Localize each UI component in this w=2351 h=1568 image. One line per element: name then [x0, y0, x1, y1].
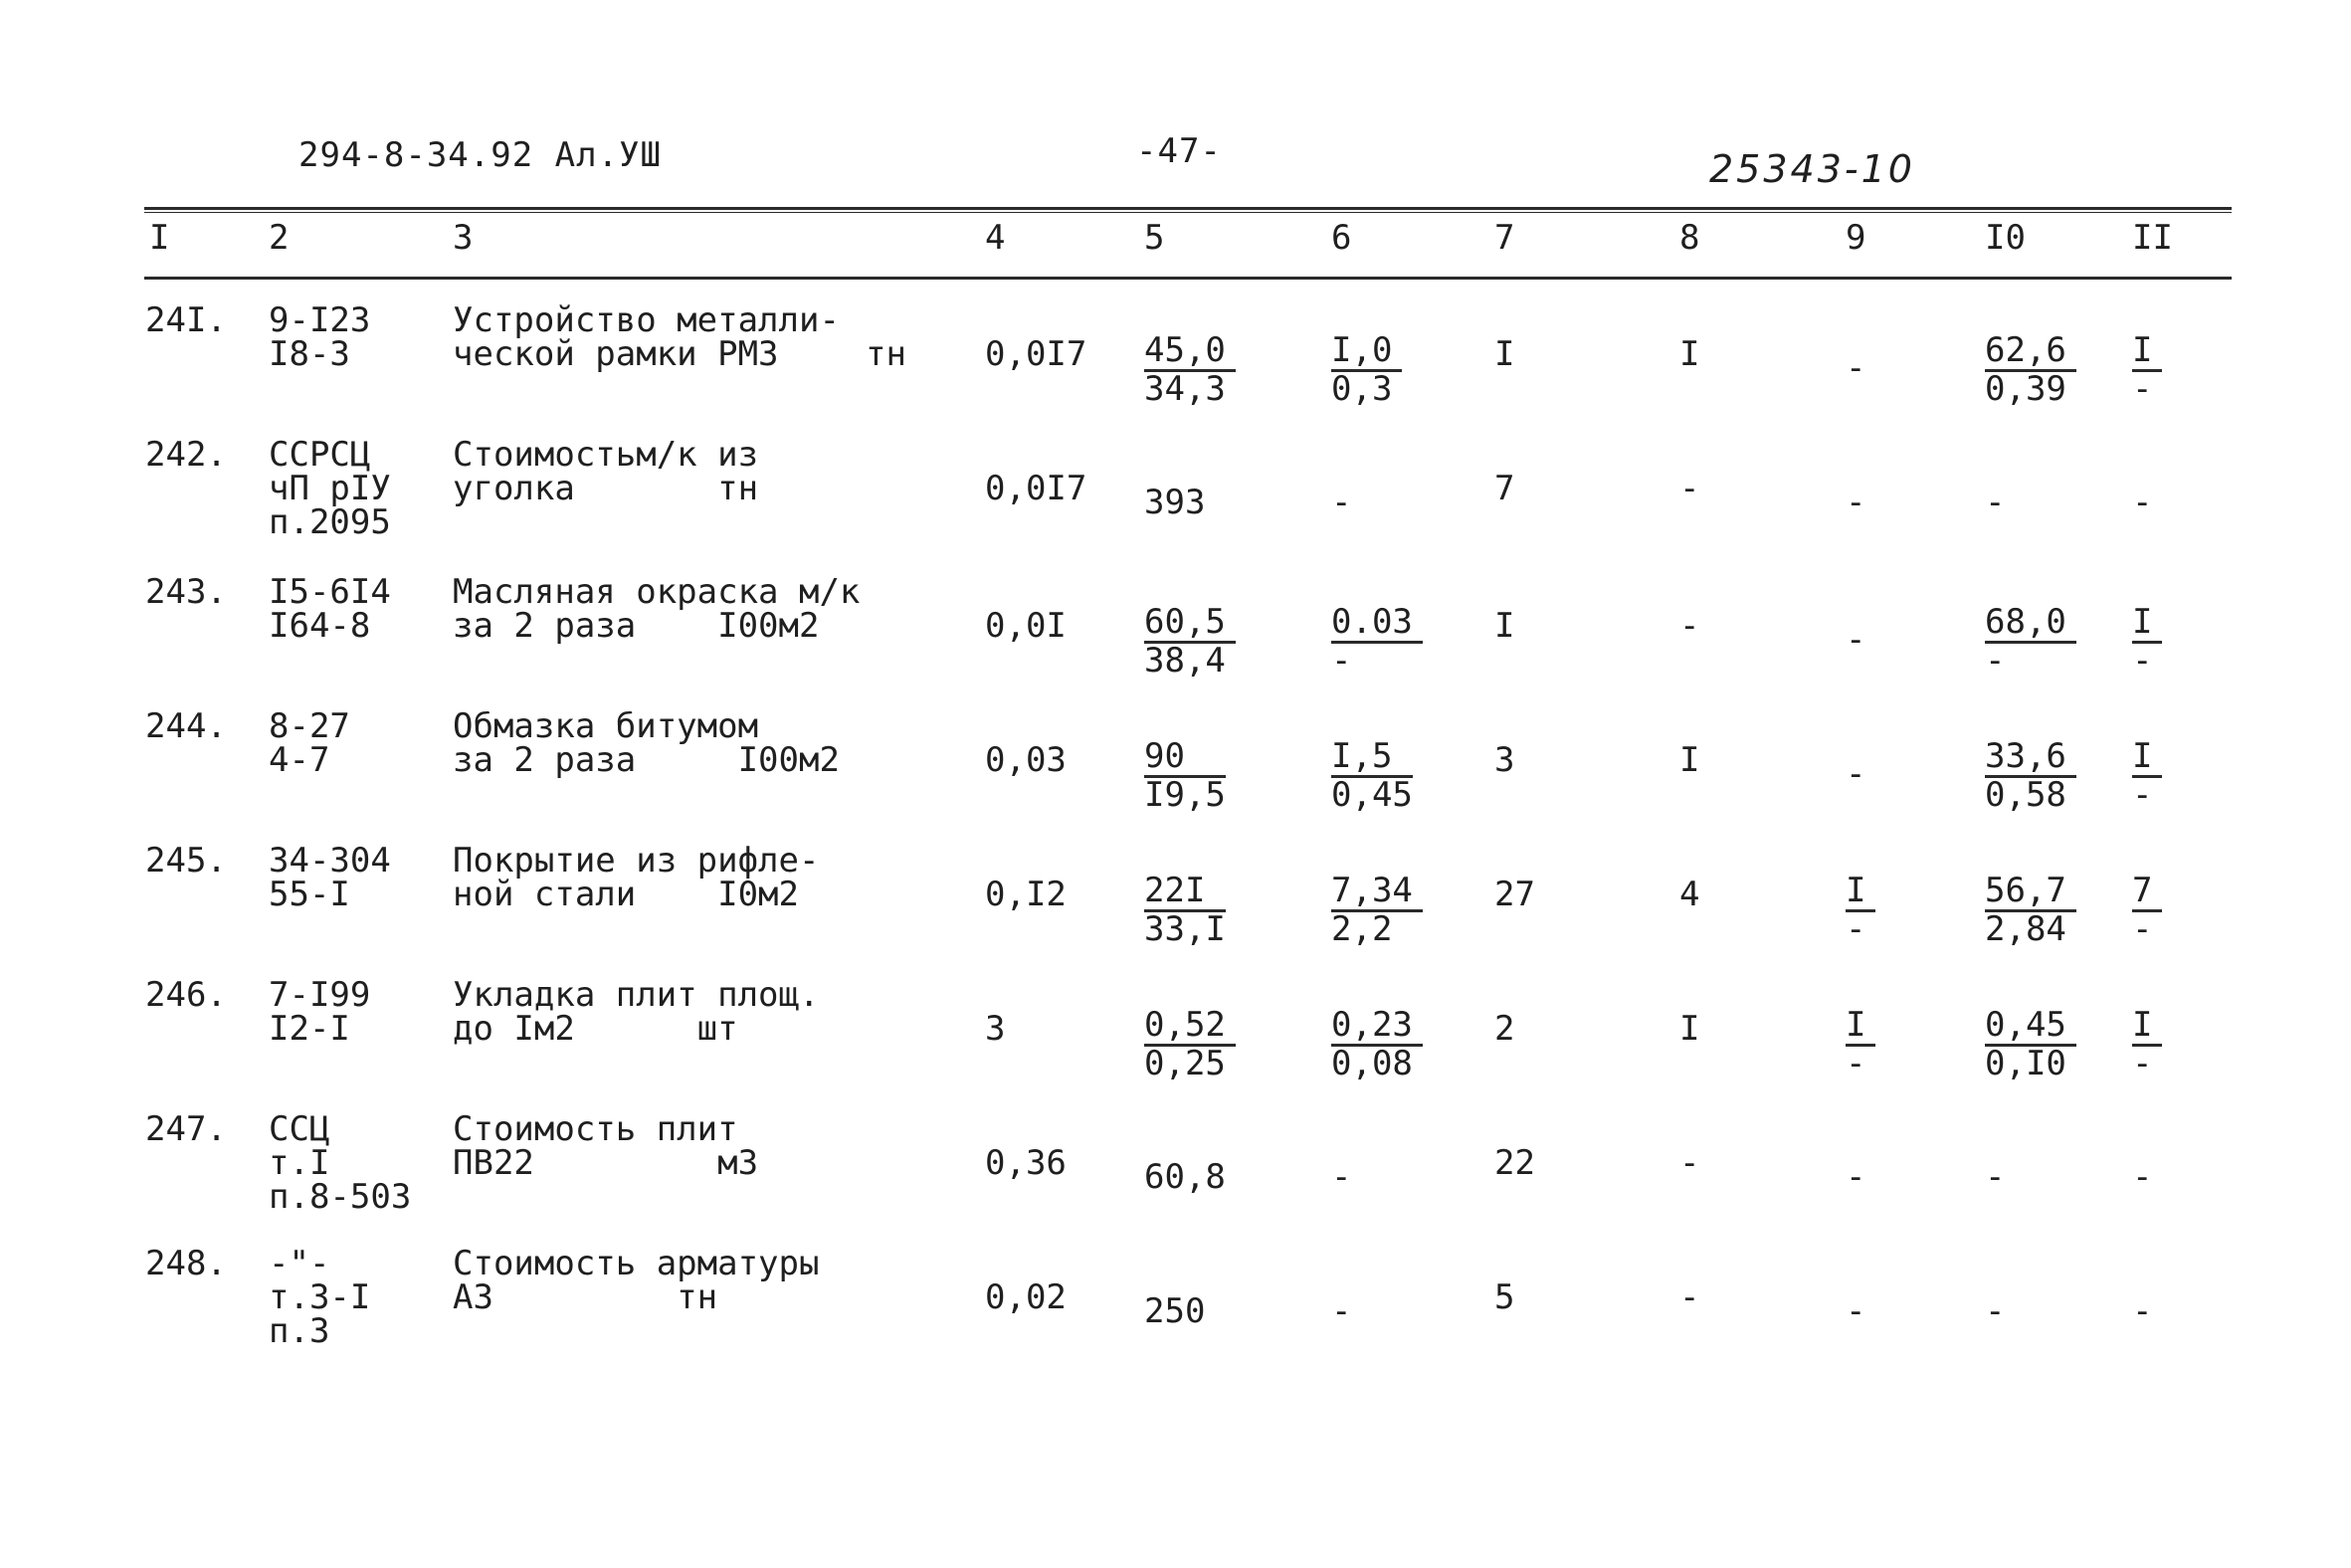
- col-8-value: -: [1679, 1143, 1700, 1183]
- col-6-value: [1331, 330, 1402, 409]
- norm-code: 34-304 55-I: [269, 841, 391, 914]
- col-9-value: -: [1846, 620, 1866, 660]
- col-10-value: -: [1985, 483, 2006, 522]
- col-10-value-denominator: 0,39: [1985, 369, 2066, 409]
- col-11-value-numerator: 7: [2132, 874, 2162, 912]
- col-9-value: [1846, 871, 1875, 949]
- col-5-value-denominator: 0,25: [1144, 1044, 1226, 1083]
- col-5-value-numerator: 60,5: [1144, 605, 1236, 644]
- col-6-value-numerator: 0.03: [1331, 605, 1423, 644]
- col-6-value-denominator: 0,3: [1331, 369, 1393, 409]
- col-11-value-numerator: I: [2132, 739, 2162, 778]
- col-7-value: 7: [1494, 469, 1515, 508]
- col-6-value-denominator: 2,2: [1331, 909, 1393, 949]
- col-10-value-denominator: 0,I0: [1985, 1044, 2066, 1083]
- col-7-value: 5: [1494, 1277, 1515, 1317]
- col-10-value: [1985, 1005, 2076, 1083]
- handwritten-sheet-number: 25343-10: [1709, 147, 1915, 191]
- work-description: Укладка плит площ. до Iм2 шт: [453, 975, 820, 1049]
- column-header-9: 9: [1846, 218, 1866, 258]
- col-5-value: [1144, 602, 1236, 681]
- column-header-11: II: [2132, 218, 2173, 258]
- col-6-value: [1331, 602, 1423, 681]
- col-6-value: [1331, 736, 1413, 815]
- column-header-1: I: [149, 218, 170, 258]
- col-10-value-denominator: -: [1985, 641, 2006, 681]
- norm-code: 7-I99 I2-I: [269, 975, 371, 1049]
- col-6-value-numerator: I,5: [1331, 739, 1413, 778]
- norm-code: -"- т.3-I п.3: [269, 1244, 371, 1351]
- col-11-value: [2132, 1005, 2162, 1083]
- col-7-value: I: [1494, 334, 1515, 374]
- row-number: 243.: [145, 572, 227, 612]
- col-8-value: I: [1679, 1009, 1700, 1049]
- col-9-value: -: [1846, 483, 1866, 522]
- col-6-value-denominator: -: [1331, 641, 1352, 681]
- col-5-value: 60,8: [1144, 1157, 1226, 1197]
- col-7-value: 2: [1494, 1009, 1515, 1049]
- col-11-value-numerator: I: [2132, 333, 2162, 372]
- col-11-value-numerator: I: [2132, 1008, 2162, 1047]
- col-11-value-denominator: -: [2132, 775, 2153, 815]
- col-9-value: -: [1846, 754, 1866, 794]
- col-11-value-numerator: I: [2132, 605, 2162, 644]
- column-header-6: 6: [1331, 218, 1352, 258]
- row-number: 247.: [145, 1109, 227, 1149]
- column-header-8: 8: [1679, 218, 1700, 258]
- quantity: 0,36: [985, 1143, 1067, 1183]
- col-10-value: [1985, 736, 2076, 815]
- col-8-value: 4: [1679, 875, 1700, 914]
- work-description: Покрытие из рифле- ной стали I0м2: [453, 841, 820, 914]
- row-number: 248.: [145, 1244, 227, 1283]
- header-bottom-rule: [144, 277, 2232, 280]
- col-11-value: [2132, 736, 2162, 815]
- col-10-value-numerator: 68,0: [1985, 605, 2076, 644]
- col-9-value: [1846, 1005, 1875, 1083]
- work-description: Стоимость плит ПВ22 м3: [453, 1109, 759, 1183]
- row-number: 242.: [145, 435, 227, 475]
- quantity: 3: [985, 1009, 1006, 1049]
- col-6-value: [1331, 871, 1423, 949]
- col-6-value-numerator: 0,23: [1331, 1008, 1423, 1047]
- col-5-value: [1144, 871, 1226, 949]
- col-11-value-denominator: -: [2132, 369, 2153, 409]
- col-9-value-numerator: I: [1846, 1008, 1875, 1047]
- col-10-value-denominator: 2,84: [1985, 909, 2066, 949]
- col-8-value: -: [1679, 606, 1700, 646]
- row-number: 24I.: [145, 300, 227, 340]
- col-11-value: [2132, 330, 2162, 409]
- work-description: Обмазка битумом за 2 раза I00м2: [453, 706, 840, 780]
- unit-of-measure: тн: [866, 334, 906, 374]
- col-6-value-denominator: 0,45: [1331, 775, 1413, 815]
- col-10-value-numerator: 56,7: [1985, 874, 2076, 912]
- col-11-value-denominator: -: [2132, 1044, 2153, 1083]
- col-10-value-numerator: 62,6: [1985, 333, 2076, 372]
- column-header-2: 2: [269, 218, 290, 258]
- norm-code: I5-6I4 I64-8: [269, 572, 391, 646]
- norm-code: ССРСЦ чП рIУ п.2095: [269, 435, 391, 542]
- col-10-value-denominator: 0,58: [1985, 775, 2066, 815]
- col-9-value: -: [1846, 1157, 1866, 1197]
- col-5-value-denominator: 38,4: [1144, 641, 1226, 681]
- work-description: Стоимостьм/к из уголка тн: [453, 435, 759, 508]
- page-number: -47-: [1136, 131, 1222, 171]
- col-10-value: [1985, 871, 2076, 949]
- quantity: 0,I2: [985, 875, 1067, 914]
- col-11-value: -: [2132, 483, 2153, 522]
- work-description: Устройство металли- ческой рамки РМЗ: [453, 300, 840, 374]
- col-6-value: -: [1331, 1291, 1352, 1331]
- col-8-value: -: [1679, 469, 1700, 508]
- col-5-value-numerator: 0,52: [1144, 1008, 1236, 1047]
- col-5-value-denominator: 33,I: [1144, 909, 1226, 949]
- col-10-value-numerator: 0,45: [1985, 1008, 2076, 1047]
- work-description: Стоимость арматуры А3 тн: [453, 1244, 820, 1317]
- row-number: 246.: [145, 975, 227, 1015]
- row-number: 245.: [145, 841, 227, 881]
- col-6-value: [1331, 1005, 1423, 1083]
- col-9-value-denominator: -: [1846, 909, 1866, 949]
- col-5-value-numerator: 90: [1144, 739, 1226, 778]
- col-5-value: 393: [1144, 483, 1206, 522]
- document-code: 294-8-34.92 Ал.УШ: [298, 135, 662, 175]
- col-7-value: 27: [1494, 875, 1535, 914]
- col-8-value: -: [1679, 1277, 1700, 1317]
- col-5-value: [1144, 736, 1226, 815]
- col-5-value-numerator: 45,0: [1144, 333, 1236, 372]
- col-8-value: I: [1679, 334, 1700, 374]
- col-10-value-numerator: 33,6: [1985, 739, 2076, 778]
- col-10-value: -: [1985, 1291, 2006, 1331]
- norm-code: ССЦ т.I п.8-503: [269, 1109, 412, 1217]
- column-header-10: I0: [1985, 218, 2026, 258]
- norm-code: 9-I23 I8-3: [269, 300, 371, 374]
- quantity: 0,03: [985, 740, 1067, 780]
- quantity: 0,0I7: [985, 334, 1087, 374]
- col-5-value: [1144, 1005, 1236, 1083]
- col-5-value: [1144, 330, 1236, 409]
- work-description: Масляная окраска м/к за 2 раза I00м2: [453, 572, 861, 646]
- col-11-value: -: [2132, 1291, 2153, 1331]
- col-6-value: -: [1331, 483, 1352, 522]
- col-9-value-numerator: I: [1846, 874, 1875, 912]
- col-5-value: 250: [1144, 1291, 1206, 1331]
- col-5-value-denominator: 34,3: [1144, 369, 1226, 409]
- col-8-value: I: [1679, 740, 1700, 780]
- col-7-value: 22: [1494, 1143, 1535, 1183]
- col-6-value-denominator: 0,08: [1331, 1044, 1413, 1083]
- col-11-value: [2132, 871, 2162, 949]
- quantity: 0,0I7: [985, 469, 1087, 508]
- col-9-value: -: [1846, 348, 1866, 388]
- col-6-value-numerator: I,0: [1331, 333, 1402, 372]
- col-7-value: 3: [1494, 740, 1515, 780]
- norm-code: 8-27 4-7: [269, 706, 350, 780]
- quantity: 0,0I: [985, 606, 1067, 646]
- col-11-value-denominator: -: [2132, 641, 2153, 681]
- column-header-4: 4: [985, 218, 1006, 258]
- column-header-3: 3: [453, 218, 474, 258]
- col-11-value: -: [2132, 1157, 2153, 1197]
- col-10-value: [1985, 330, 2076, 409]
- col-11-value-denominator: -: [2132, 909, 2153, 949]
- col-5-value-denominator: I9,5: [1144, 775, 1226, 815]
- table-top-rule-thin: [144, 212, 2232, 213]
- col-6-value-numerator: 7,34: [1331, 874, 1423, 912]
- col-10-value: -: [1985, 1157, 2006, 1197]
- column-header-7: 7: [1494, 218, 1515, 258]
- col-9-value: -: [1846, 1291, 1866, 1331]
- row-number: 244.: [145, 706, 227, 746]
- col-6-value: -: [1331, 1157, 1352, 1197]
- table-top-rule: [144, 207, 2232, 210]
- quantity: 0,02: [985, 1277, 1067, 1317]
- col-10-value: [1985, 602, 2076, 681]
- col-11-value: [2132, 602, 2162, 681]
- column-header-5: 5: [1144, 218, 1165, 258]
- col-5-value-numerator: 22I: [1144, 874, 1226, 912]
- col-7-value: I: [1494, 606, 1515, 646]
- col-9-value-denominator: -: [1846, 1044, 1866, 1083]
